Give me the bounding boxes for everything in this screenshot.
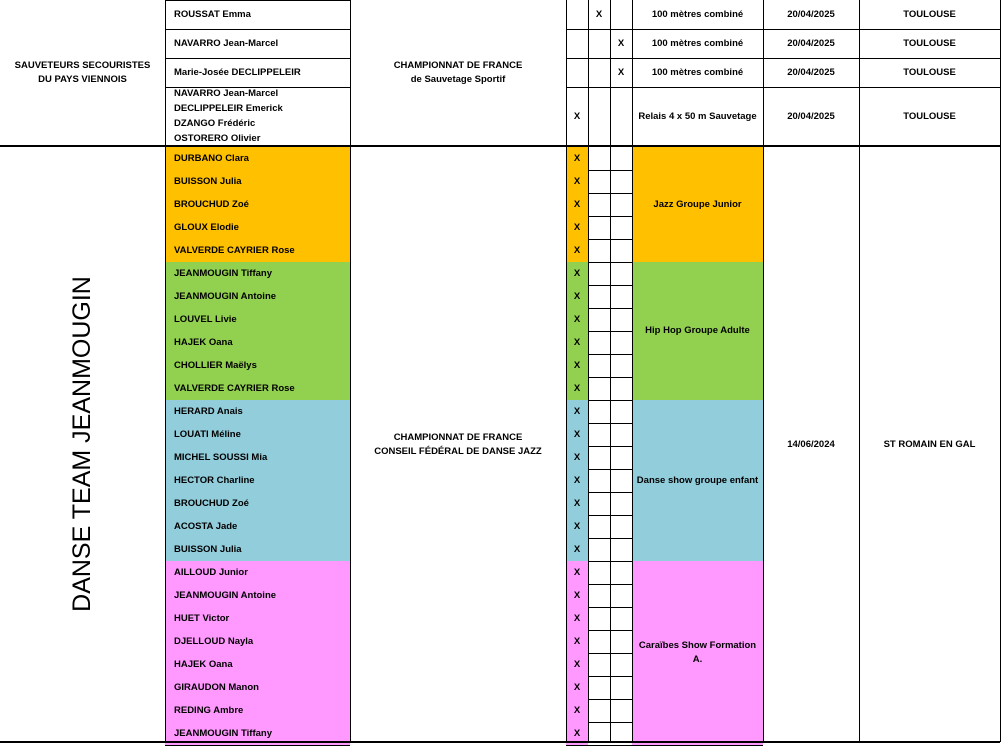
mark-cell: X [566,722,588,745]
mark-cell: X [566,400,588,423]
date-cell: 20/04/2025 [787,110,835,122]
mark-cell: X [566,653,588,676]
athlete-name: DECLIPPELEIR Emerick [174,103,283,114]
dancer-name: ACOSTA Jade [165,515,350,538]
grid-line [610,0,611,145]
dancer-name: BROUCHUD Zoé [165,492,350,515]
dancer-name: DJELLOUD Nayla [165,630,350,653]
grid-line [165,145,166,742]
grid-line [632,0,633,145]
grid-line [859,145,860,742]
dancer-name: BROUCHUD Zoé [165,193,350,216]
grid-line [566,0,567,145]
dancer-name: HAJEK Oana [165,331,350,354]
mark-cell: X [566,676,588,699]
mark-cell: X [566,308,588,331]
competition-line: CHAMPIONNAT DE FRANCE [393,59,523,71]
event-cell: Jazz Groupe Junior [632,147,763,262]
event-cell: 100 mètres combiné [651,67,744,78]
athlete-name: Marie-Josée DECLIPPELEIR [174,67,301,78]
grid-line [566,29,1000,30]
athlete-cell [165,58,350,87]
mark-cell: X [566,239,588,262]
mark-cell: X [566,607,588,630]
mark-cell: X [566,423,588,446]
dancer-name: REDING Ambre [165,699,350,722]
mark-cell [610,0,632,29]
mark-cell: X [566,331,588,354]
athlete-name: NAVARRO Jean-Marcel [174,88,279,99]
mark-cell: X [566,492,588,515]
dancer-name: VALVERDE CAYRIER Rose [165,239,350,262]
date-cell: 14/06/2024 [787,439,835,450]
grid-line [566,145,567,742]
event-cell: Relais 4 x 50 m Sauvetage [638,110,757,122]
athlete-name: NAVARRO Jean-Marcel [174,38,279,49]
athlete-cell [165,87,350,145]
mark-cell: X [595,9,603,20]
mark-cell: X [566,147,588,170]
grid-line [165,58,350,59]
grid-line [165,0,350,1]
event-cell: 100 mètres combiné [651,9,744,20]
grid-line [1000,145,1001,742]
dancer-name: HUET Victor [165,607,350,630]
dancer-name: HECTOR Charline [165,469,350,492]
mark-cell [610,87,632,145]
dancer-name: GIRAUDON Manon [165,676,350,699]
mark-cell: X [566,193,588,216]
grid-line [1000,0,1001,145]
dancer-name: BUISSON Julia [165,538,350,561]
date-cell: 20/04/2025 [787,38,835,49]
dancer-name: GLOUX Elodie [165,216,350,239]
club-name-vertical: DANSE TEAM JEANMOUGIN [68,276,96,612]
mark-cell: X [617,38,625,49]
competition-line: de Sauvetage Sportif [410,73,506,85]
dancer-name: JEANMOUGIN Antoine [165,285,350,308]
event-cell [632,561,763,745]
dancer-name: DURBANO Clara [165,147,350,170]
event-line: A. [692,654,703,665]
grid-line [859,0,860,145]
club-name: SAUVETEURS SECOURISTES DU PAYS VIENNOIS [14,59,151,85]
grid-line [763,145,764,742]
place-cell: TOULOUSE [903,110,956,122]
grid-line [350,0,351,145]
place-cell: ST ROMAIN EN GAL [883,439,976,450]
place-cell: TOULOUSE [903,9,956,20]
athlete-name: DZANGO Frédéric [174,118,256,129]
dancer-name: AILLOUD Junior [165,561,350,584]
competition-line: CONSEIL FÉDÉRAL DE DANSE JAZZ [374,445,542,457]
grid-line [350,145,351,742]
athlete-cell [165,29,350,58]
mark-cell: X [566,561,588,584]
mark-cell: X [566,538,588,561]
mark-cell [566,58,588,87]
mark-cell [588,29,610,58]
mark-cell: X [566,584,588,607]
dancer-name: CHOLLIER Maëlys [165,354,350,377]
dancer-name: HERARD Anais [165,400,350,423]
mark-cell: X [566,699,588,722]
grid-line [566,58,1000,59]
grid-line [588,0,589,145]
dancer-name: MICHEL SOUSSI Mia [165,446,350,469]
mark-cell [566,29,588,58]
grid-line [566,87,1000,88]
date-cell: 20/04/2025 [787,9,835,20]
mark-cell: X [566,377,588,400]
event-line: Caraïbes Show Formation [638,640,757,651]
grid-line [0,741,1000,743]
mark-cell: X [617,67,625,78]
athlete-cell [165,0,350,29]
event-cell: Hip Hop Groupe Adulte [632,262,763,400]
event-cell: 100 mètres combiné [651,38,744,49]
mark-cell: X [566,354,588,377]
dancer-name: LOUATI Méline [165,423,350,446]
mark-cell: X [566,630,588,653]
mark-cell: X [566,515,588,538]
grid-line [588,145,589,742]
grid-line [632,145,633,742]
mark-cell: X [566,469,588,492]
athlete-name: ROUSSAT Emma [174,9,251,20]
dancer-name: JEANMOUGIN Antoine [165,584,350,607]
date-cell: 20/04/2025 [787,67,835,78]
dancer-name: JEANMOUGIN Tiffany [165,722,350,745]
grid-line [165,0,166,145]
mark-cell: X [566,446,588,469]
grid-line [763,0,764,145]
dancer-name: JEANMOUGIN Tiffany [165,262,350,285]
mark-cell: X [573,110,581,122]
mark-cell [588,87,610,145]
dancer-name: HAJEK Oana [165,653,350,676]
grid-line [165,87,350,88]
grid-line [165,29,350,30]
mark-cell: X [566,170,588,193]
mark-cell: X [566,262,588,285]
place-cell: TOULOUSE [903,38,956,49]
competition-name [350,147,566,742]
dancer-name: LOUVEL Livie [165,308,350,331]
dancer-name: BUISSON Julia [165,170,350,193]
mark-cell [588,58,610,87]
place-cell: TOULOUSE [903,67,956,78]
event-cell: Danse show groupe enfant [632,400,763,561]
mark-cell: X [566,285,588,308]
competition-name [350,0,566,145]
mark-cell: X [566,216,588,239]
athlete-name: OSTORERO Olivier [174,133,261,144]
dancer-name: VALVERDE CAYRIER Rose [165,377,350,400]
mark-cell [566,0,588,29]
grid-line [610,145,611,742]
competition-line: CHAMPIONNAT DE FRANCE [393,431,523,443]
